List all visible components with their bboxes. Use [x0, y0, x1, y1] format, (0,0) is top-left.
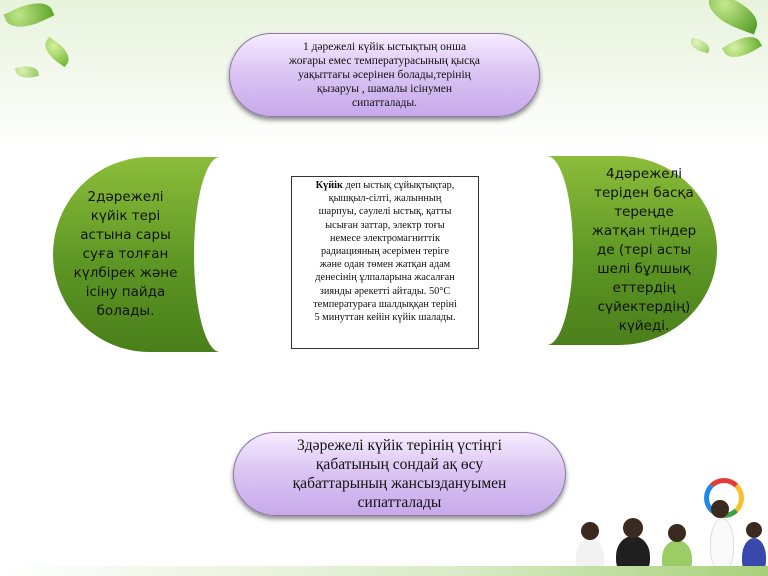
text-line: денесінің ұлпаларына жасалған: [315, 272, 455, 284]
fourth-degree-burn-box: [521, 156, 717, 345]
text-line: ісіну пайда: [85, 284, 166, 300]
text-line: күйік тері: [90, 208, 161, 224]
text-line: радиацияның әсерімен теріге: [320, 246, 450, 258]
bottom-decoration-bar: [0, 566, 768, 576]
text-line: жатқан тіндер: [591, 223, 697, 239]
text-line: температураға шалдыққан теріні: [313, 298, 457, 310]
text-line: қышқыл-сілті, жалынның: [328, 193, 442, 205]
text-line: және одан төмен жатқан адам: [319, 259, 451, 271]
person-head: [623, 518, 643, 538]
person-head: [668, 524, 686, 542]
text-line: 3дәрежелі күйік терінің үстіңгі: [297, 437, 502, 454]
text-line: тереңде: [614, 204, 674, 220]
second-degree-burn-box: [53, 157, 246, 352]
third-degree-burn-box: [233, 432, 566, 516]
text-line: зиянды әрекетті айтады. 50°С: [319, 285, 451, 297]
text-line: қабаттарының жансыздануымен: [292, 475, 507, 492]
definition-text: деп ыстық сұйықтықтар,: [342, 180, 455, 191]
text-line: шарпуы, сәулелі ыстық, қатты: [318, 206, 452, 218]
text-line: теріден басқа: [594, 185, 694, 201]
first-degree-burn-box: [229, 33, 540, 117]
family-photo: [570, 478, 768, 576]
text-line: қызаруы , шамалы ісінумен: [316, 83, 453, 95]
person-head: [581, 522, 599, 540]
text-line: 5 минуттан кейін күйік шалады.: [314, 312, 456, 324]
text-line: еттердің: [612, 280, 676, 296]
text-line: сипатталады: [357, 494, 442, 511]
person-head: [746, 522, 762, 538]
definition-term: Күйік: [315, 180, 343, 191]
text-line: болады.: [96, 303, 155, 319]
text-line: 2дәрежелі: [87, 189, 164, 205]
text-line: сүйектердің): [597, 299, 691, 315]
text-line: [295, 179, 475, 192]
text-line: сипатталады.: [352, 97, 417, 109]
text-line: уақыттағы әсерінен болады,терінің: [298, 69, 471, 81]
text-line: 4дәрежелі: [606, 166, 682, 182]
text-line: 1 дәрежелі күйік ыстықтың онша: [302, 41, 467, 53]
text-line: де (тері асты: [596, 242, 692, 258]
text-line: ысыған заттар, электр тоғы: [325, 219, 445, 231]
text-line: немесе электромагниттік: [330, 232, 440, 244]
text-line: суға толған: [82, 246, 169, 262]
shape-notch: [194, 157, 246, 352]
text-line: күлбірек және: [73, 265, 178, 281]
shape-notch: [521, 156, 573, 345]
person-figure: [710, 518, 734, 570]
person-head: [711, 500, 729, 518]
text-line: күйеді.: [618, 318, 670, 334]
text-line: астына сары: [80, 227, 171, 243]
burn-definition-box: [291, 176, 479, 349]
text-line: қабатының сондай ақ өсу: [315, 456, 484, 473]
text-line: шелі бұлшық: [597, 261, 691, 277]
text-line: жоғары емес температурасының қысқа: [289, 55, 480, 67]
